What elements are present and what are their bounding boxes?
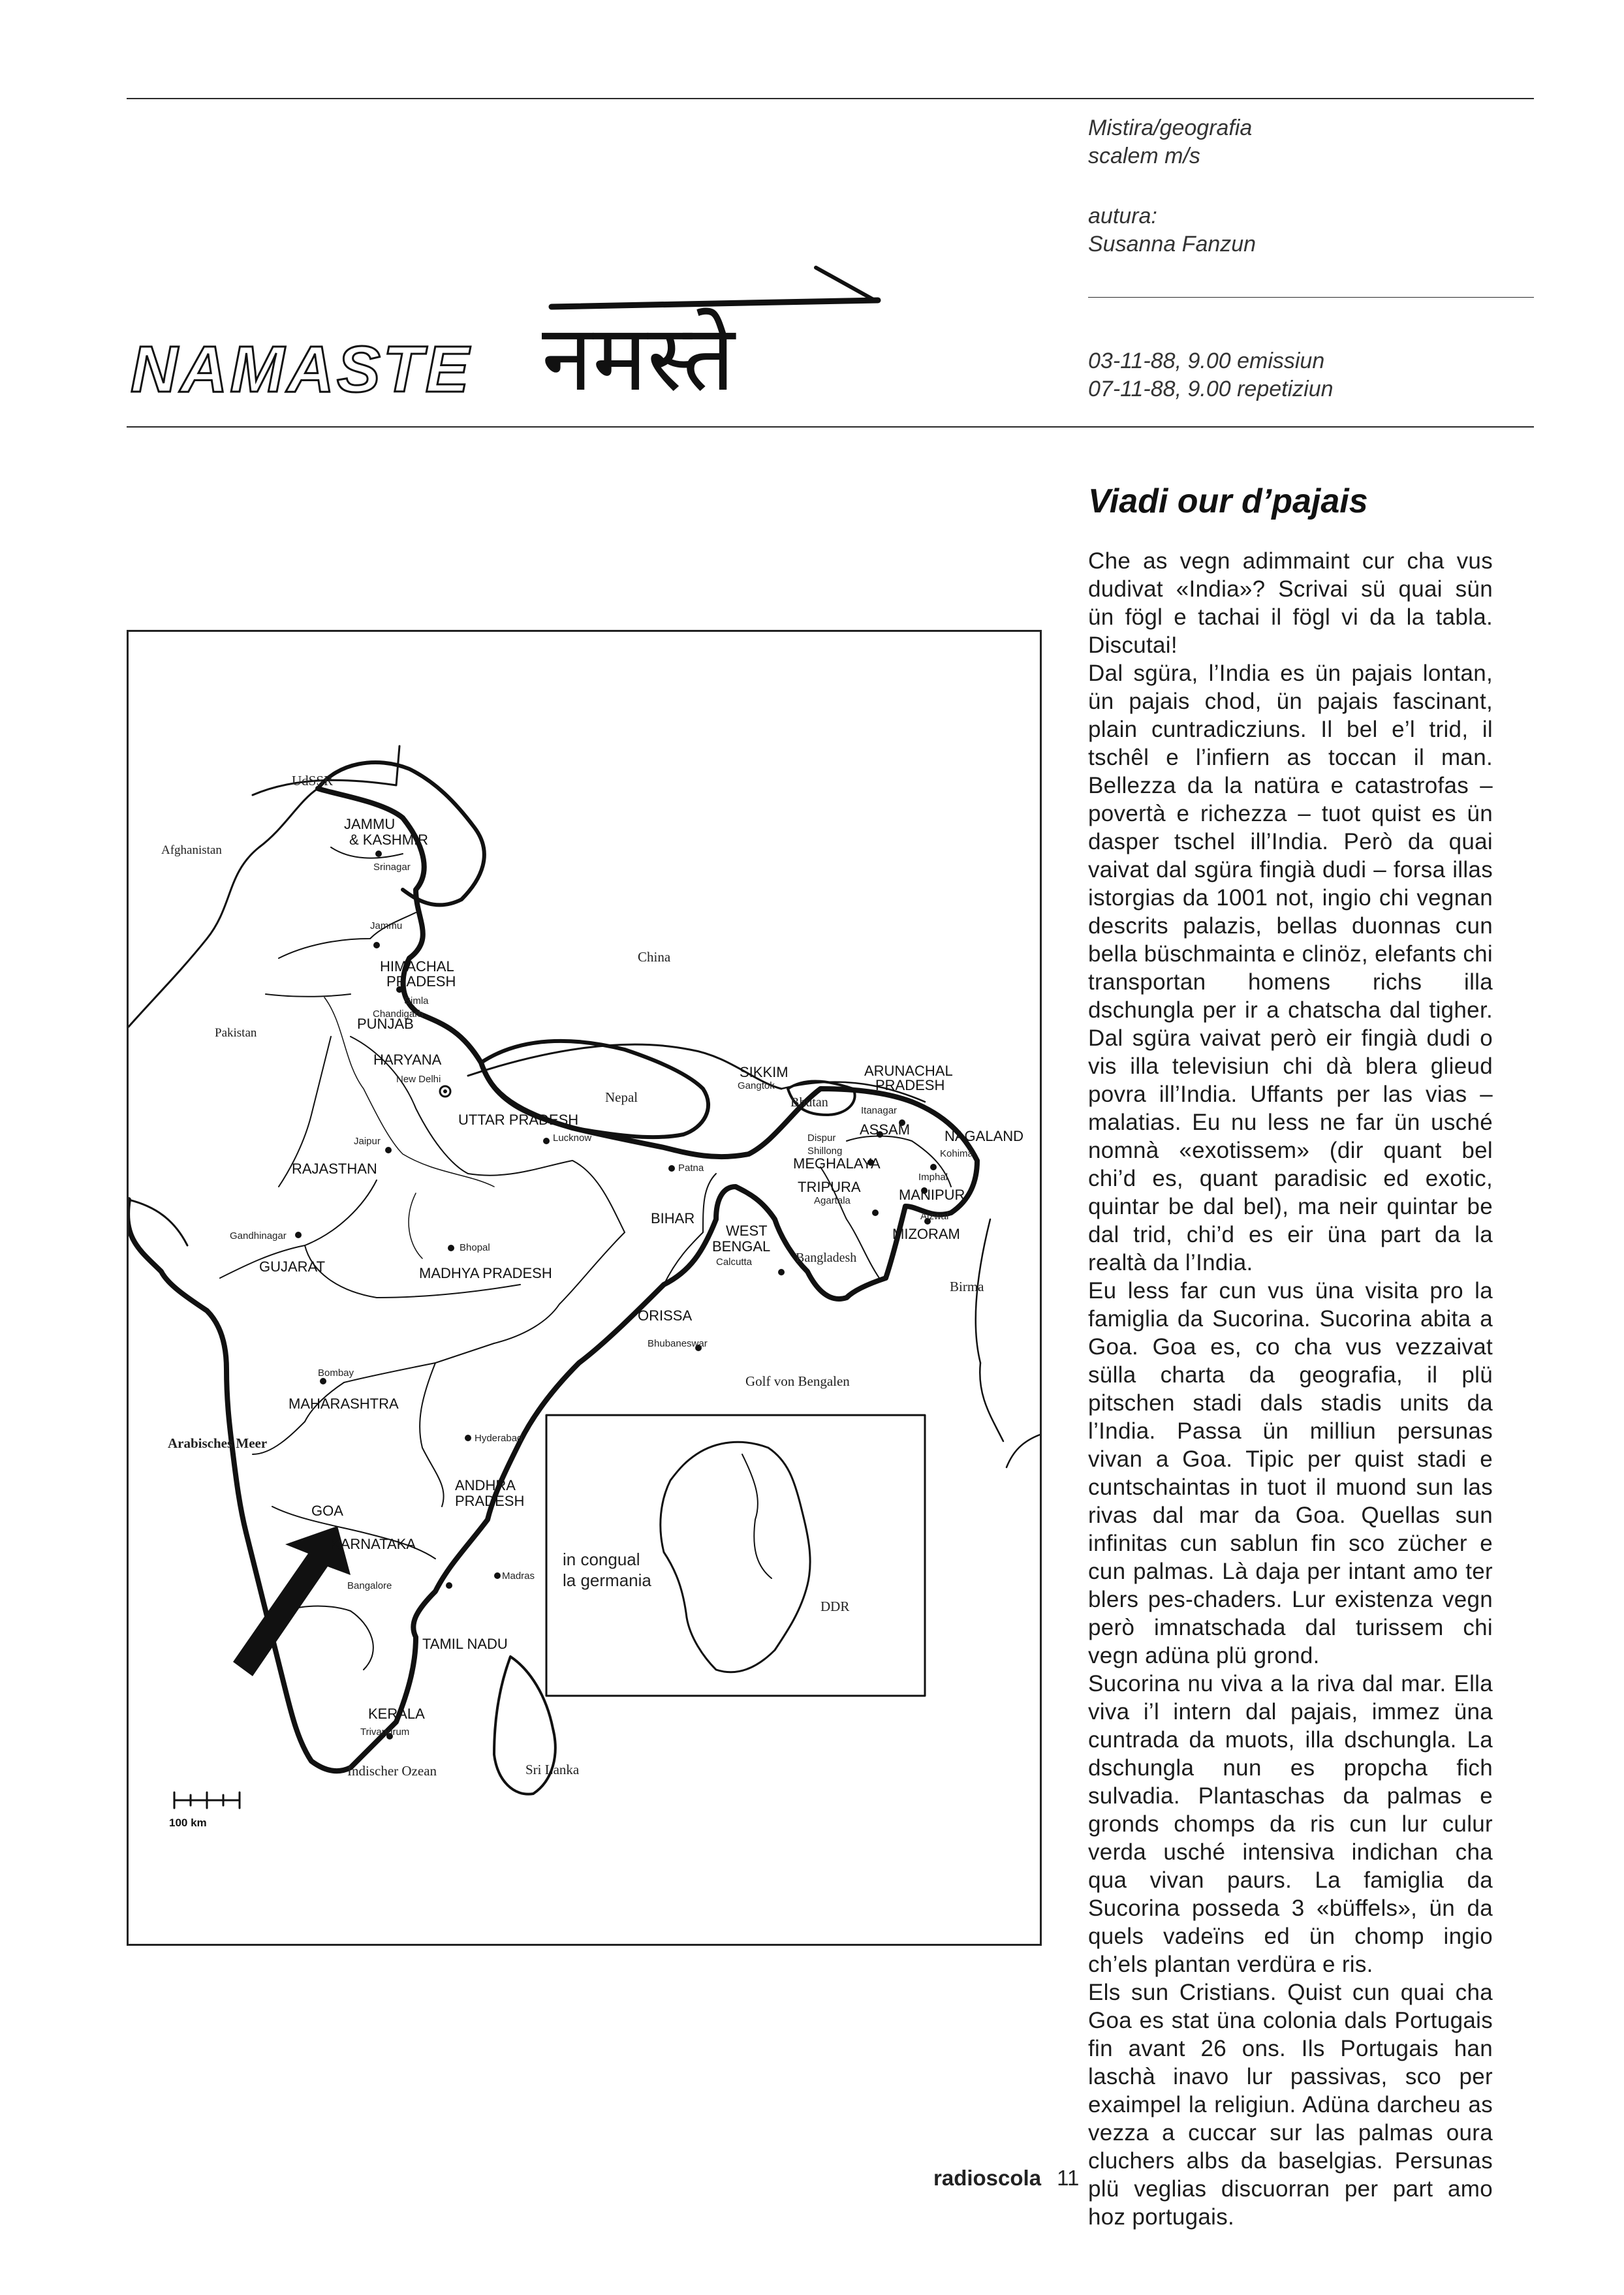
page-title [124,251,907,421]
label-simla: Simla [404,995,429,1007]
scale-label: 100 km [169,1817,207,1829]
label-gujarat: GUJARAT [259,1258,326,1275]
label-arunachal: ARUNACHAL [864,1063,953,1079]
inset-caption-line2: la germania [563,1570,651,1590]
label-patna: Patna [678,1163,704,1174]
india-map-drawing [129,632,1040,1944]
label-haryana: HARYANA [373,1052,442,1068]
title-bottom-rule [127,426,1534,428]
label-new-delhi: New Delhi [396,1074,441,1085]
label-afghanistan: Afghanistan [161,843,222,857]
title-lettering [124,251,907,421]
subject-line: Mistira/geografia [1088,116,1253,140]
label-bangalore: Bangalore [347,1580,392,1591]
label-rajasthan: RAJASTHAN [292,1161,377,1177]
label-goa: GOA [311,1503,343,1519]
label-dispur: Dispur [807,1132,836,1144]
label-calcutta: Calcutta [716,1257,753,1268]
article-paragraph: Eu less far cun vus üna visita pro la famiglia da Sucorina. Sucorina abita a Goa. Goa es, co cha vus vezzaivat sülla charta da geografia, il plü pitschen stadi dals stadis units da l’India. Passa ün milliun persunas vivan a Goa. Tipic per quist stadi e cuntschaintas in tuot il muond sun las rivas dal mar da Goa. Quellas sun infinitas cun sablun fin sco zücher e cun palmas. Là daja per intant amo ter blers pes-chaders. Lur existenza vegn però imnatschada dal turissem chi vegn adüna plü grond. [1088,1278,1493,1668]
top-rule [127,98,1534,99]
label-arunachal-pradesh: PRADESH [875,1077,945,1093]
article-paragraph: Che as vegn adimmaint cur cha vus dudivat «India»? Scrivai sü quai sün ün fögl e tachai il fögl vi da la tabla. Discutai! [1088,548,1493,658]
page-footer [933,2166,1079,2191]
label-madhya-pradesh: MADHYA PRADESH [419,1265,552,1281]
label-bihar: BIHAR [651,1210,695,1226]
label-maharashtra: MAHARASHTRA [289,1396,399,1412]
article-paragraph: Dal sgüra, l’India es ün pajais lontan, ün pajais chod, ün pajais fascinant, plain cuntradicziuns. Il bel e’l trid, il tschêl e l’infiern as toccan il man. Bellezza da la natüra e catastrofas – povertà e richezza – tuot quist es ün dasper tschel ill’India. Però da quai vaivat dal sgüra fingià dudi – forsa illas istorgias da 1001 not, ingio chi vegnan descrits palazis, bellas duonnas cun bella büschmainta e clinöz, elefants chi transportan homens richs illa dschungla per ir a chatscha dal tigher. Dal sgüra vaivat però eir fingià dudi o vis illa televisiun chi dà blera glieud povra ill’India. Uffants per las vias – malatias. Eu nu less ne far ün usché nomnà «exotissem» (dir quant bel chi’d es, quant paradisic ed exotic, quintar be dal bel), ma neir quintar be dal trid, chi’d es eir üna part da la realtà da l’India. [1088,661,1493,1275]
article-heading: Viadi our d’pajais [1088,482,1368,520]
label-udssr: UdSSR [292,773,334,788]
label-himachal: HIMACHAL [380,958,454,975]
label-karnataka: KARNATAKA [331,1536,416,1552]
label-agartala: Agartala [814,1195,851,1206]
label-sri-lanka: Sri Lanka [525,1762,580,1777]
label-madras: Madras [502,1570,535,1582]
inset-caption-line1: in congual [563,1550,640,1569]
label-bhutan: Bhutan [790,1095,828,1110]
article-body [1088,547,1493,2231]
footer-brand: radioscola [933,2166,1042,2190]
label-srinagar: Srinagar [373,862,411,873]
label-hyderabad: Hyderabad [475,1433,523,1444]
label-shillong: Shillong [807,1146,843,1157]
label-aizwal: Aizwal [920,1211,949,1222]
label-ddr: DDR [820,1599,850,1614]
label-tripura: TRIPURA [798,1179,861,1195]
label-kerala: KERALA [368,1706,425,1722]
label-andhra-pradesh: PRADESH [455,1493,525,1509]
article-paragraph: Els sun Cristians. Quist cun quai cha Goa es stat üna colonia dals Portugais fin avant 26 ons. Ils Portugais han laschà inavo lur passivas, sco per exaimpel la religiun. Adüna darcheu as vezza a cuccar sur las palmas oura cluchers albs da baselgias. Persunas plü veglias discuorran per part amo hoz portugais. [1088,1980,1493,2230]
label-gandhinagar: Gandhinagar [230,1230,287,1241]
label-nagaland: NAGALAND [945,1128,1024,1144]
label-birma: Birma [950,1279,984,1294]
label-itanagar: Itanagar [861,1105,898,1116]
label-nepal: Nepal [605,1089,638,1105]
label-kohima: Kohima [940,1148,973,1159]
label-bay-of-bengal: Golf von Bengalen [745,1373,850,1389]
label-trivandrum: Trivandrum [360,1726,410,1738]
broadcast-date: 03-11-88, 9.00 emissiun [1088,349,1325,373]
label-pakistan: Pakistan [215,1026,257,1040]
label-gangtok: Gangtok [738,1080,775,1091]
label-bengal: BENGAL [712,1238,771,1255]
label-jammu-city: Jammu [370,920,403,931]
article-paragraph: Sucorina nu viva a la riva dal mar. Ella viva i’l intern dal pajais, immez üna cuntrada da muots, illa dschungla. La dschungla nun es propcha fich sulvadia. Plantaschas da palmas e gronds chomps da ris cun lur culur verda usché intensiva indichan cha qua vivan paurs. La famiglia da Sucorina posseda 3 «büffels», ün da quels vadeïns ed ün chomp ingio ch’els plantan verdüra e ris. [1088,1671,1493,1977]
label-arabian-sea: Arabisches Meer [168,1435,268,1451]
label-himachal-pradesh: PRADESH [386,973,456,990]
label-tamil-nadu: TAMIL NADU [422,1636,508,1652]
author-label: autura: [1088,204,1157,228]
label-uttar-pradesh: UTTAR PRADESH [458,1112,579,1128]
label-jammu: JAMMU [344,816,396,832]
repeat-date: 07-11-88, 9.00 repetiziun [1088,377,1334,401]
author-name: Susanna Fanzun [1088,232,1257,257]
course-meta [1088,114,1252,170]
page-number: 11 [1057,2166,1080,2190]
label-punjab: PUNJAB [357,1016,414,1032]
label-indian-ocean: Indischer Ozean [347,1763,437,1779]
meta-divider-rule [1088,297,1534,298]
label-bangladesh: Bangladesh [796,1251,857,1265]
label-assam: ASSAM [860,1121,911,1138]
label-meghalaya: MEGHALAYA [793,1155,881,1172]
label-sikkim: SIKKIM [740,1064,789,1080]
label-chandigarh: Chandigarh [373,1008,424,1020]
title-latin: NAMASTE [131,333,472,406]
label-jaipur: Jaipur [354,1136,381,1147]
label-bombay: Bombay [318,1367,354,1379]
label-lucknow: Lucknow [553,1132,592,1144]
schedule-meta [1088,347,1334,403]
label-west: WEST [726,1223,768,1239]
label-kashmir: & KASHMIR [349,832,429,848]
level-line: scalem m/s [1088,144,1200,168]
india-map [127,630,1042,1946]
label-manipur: MANIPUR [899,1187,965,1203]
label-andhra: ANDHRA [455,1477,516,1493]
label-imphal: Imphal [918,1172,948,1183]
label-bhopal: Bhopal [460,1242,490,1253]
label-bhubaneswar: Bhubaneswar [648,1338,708,1349]
label-orissa: ORISSA [638,1307,693,1324]
title-devanagari: नमस्ते [542,309,735,410]
author-meta [1088,202,1256,258]
label-mizoram: MIZORAM [892,1226,960,1242]
label-china: China [638,949,671,965]
